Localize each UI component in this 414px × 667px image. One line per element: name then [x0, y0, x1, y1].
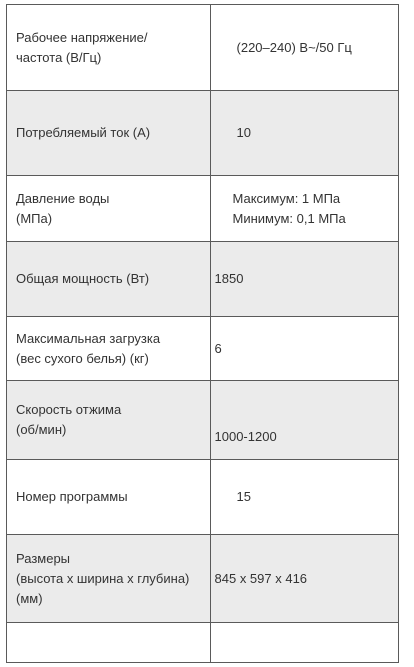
spec-label-line: (мм) [16, 590, 43, 606]
spec-value-water-pressure [210, 176, 398, 242]
spec-label-voltage [7, 5, 211, 91]
spec-value-empty [210, 623, 398, 663]
spec-label-line: Номер программы [16, 489, 128, 504]
spec-label-line: Общая мощность (Вт) [16, 271, 150, 286]
spec-label-line: частота (В/Гц) [16, 49, 102, 65]
spec-row-spin-speed [7, 381, 399, 460]
spec-value-line: (220–240) В~/50 Гц [236, 39, 352, 55]
spec-label-current [7, 91, 211, 176]
spec-value-line: 15 [236, 489, 251, 504]
spec-label-max-load [7, 317, 211, 381]
spec-label-power [7, 242, 211, 317]
spec-value-line: Максимум: 1 МПа [232, 190, 341, 206]
specifications-table [6, 4, 399, 663]
spec-value-current [210, 91, 398, 176]
spec-label-line: (вес сухого белья) (кг) [16, 350, 149, 366]
spec-label-water-pressure [7, 176, 211, 242]
spec-label-dimensions [7, 535, 211, 623]
spec-label-line: Давление воды [16, 190, 110, 206]
spec-value-line: Минимум: 0,1 МПа [232, 210, 346, 226]
spec-row-water-pressure [7, 176, 399, 242]
spec-value-line: 6 [214, 340, 222, 356]
spec-label-line: Рабочее напряжение/ [16, 29, 148, 45]
spec-row-power [7, 242, 399, 317]
spec-value-power [210, 242, 398, 317]
spec-value-dimensions [210, 535, 398, 623]
spec-value-line: 10 [236, 125, 251, 140]
spec-label-line: Потребляемый ток (А) [16, 125, 151, 140]
spec-label-line: (об/мин) [16, 422, 67, 437]
spec-row-max-load [7, 317, 399, 381]
spec-label-spin-speed [7, 381, 211, 460]
spec-row-current [7, 91, 399, 176]
spec-label-line: Размеры [16, 550, 71, 566]
spec-row-dimensions [7, 535, 399, 623]
spec-value-program-number [210, 460, 398, 535]
spec-value-line: 1850 [214, 271, 244, 286]
spec-row-empty [7, 623, 399, 663]
spec-value-line: 1000-1200 [214, 429, 277, 444]
spec-label-empty [7, 623, 211, 663]
spec-value-max-load [210, 317, 398, 381]
spec-value-line: 845 x 597 x 416 [214, 570, 308, 586]
spec-value-spin-speed [210, 381, 398, 460]
spec-row-voltage [7, 5, 399, 91]
spec-label-line: Скорость отжима [16, 402, 122, 417]
spec-label-line: (высота х ширина х глубина) [16, 570, 190, 586]
spec-label-line: (МПа) [16, 210, 53, 226]
spec-row-program-number [7, 460, 399, 535]
spec-label-line: Максимальная загрузка [16, 330, 161, 346]
spec-label-program-number [7, 460, 211, 535]
spec-value-voltage [210, 5, 398, 91]
